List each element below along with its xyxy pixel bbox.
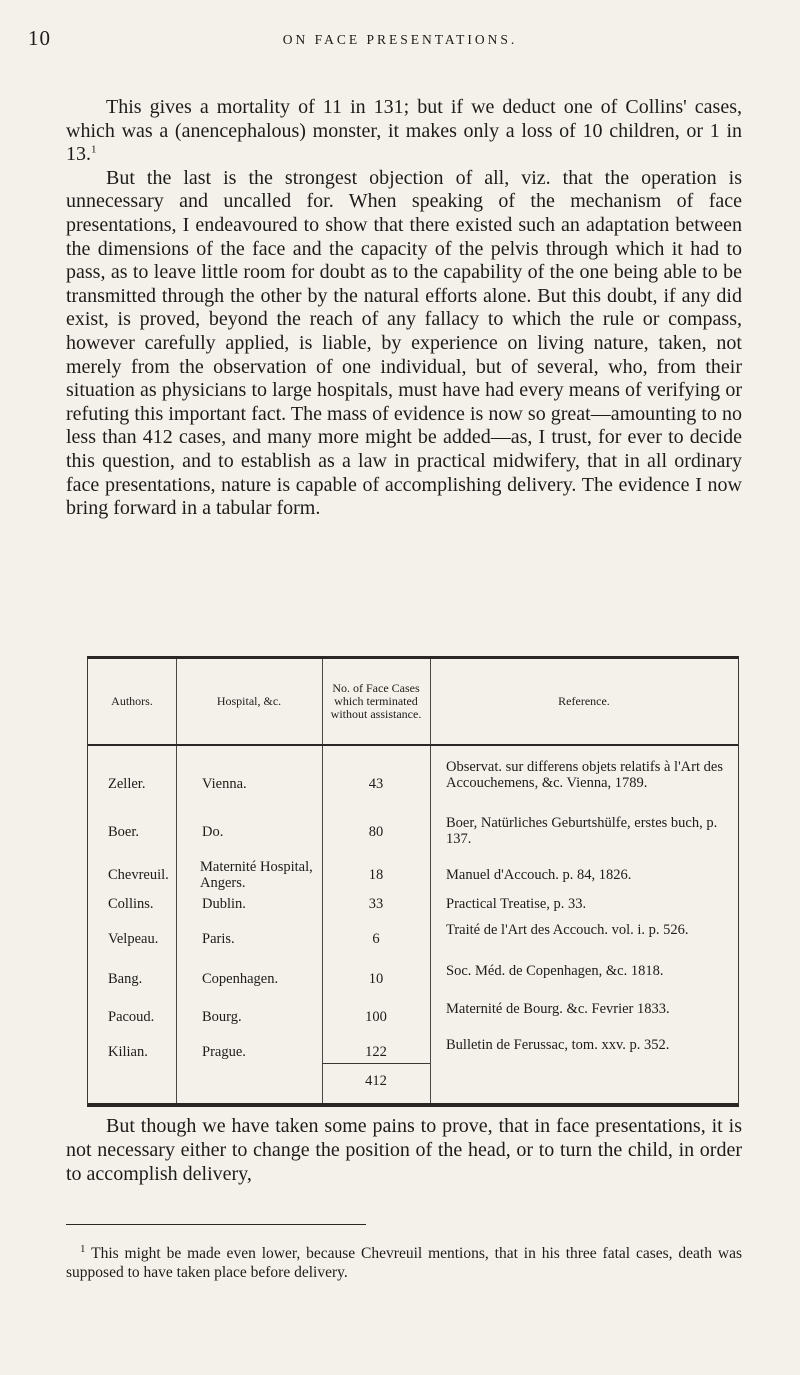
hospital-cell: Copenhagen. [202, 971, 279, 987]
author-cell: Chevreuil. [108, 867, 169, 883]
hospital-cell: Dublin. [202, 896, 246, 912]
page-number: 10 [28, 26, 51, 50]
cases-cell: 33 [368, 896, 384, 912]
author-cell: Bang. [108, 971, 143, 987]
footnote-text: This might be made even lower, because Chevreuil mentions, that in his three fatal cases, death was supposed to have taken place before delivery. [66, 1245, 742, 1281]
hospital-cell: Prague. [202, 1044, 246, 1060]
header-cases: No. of Face Cases which terminated without assistance. [330, 681, 422, 721]
paragraph-3: But though we have taken some pains to prove, that in face presentations, it is not necessary either to change the position of the head, or to turn the child, in order to accomplish delivery, [66, 1115, 742, 1185]
footnote-ref: 1 [91, 143, 97, 156]
reference-cell: Traité de l'Art des Accouch. vol. i. p. 526. [446, 922, 689, 938]
reference-cell: Manuel d'Accouch. p. 84, 1826. [446, 867, 632, 883]
header-rule [88, 744, 738, 746]
reference-cell: Maternité de Bourg. &c. Fevrier 1833. [446, 1001, 670, 1017]
continuation-text [66, 1114, 742, 1186]
reference-cell: Bulletin de Ferussac, tom. xxv. p. 352. [446, 1037, 670, 1053]
reference-cell: Soc. Méd. de Copenhagen, &c. 1818. [446, 963, 664, 979]
total-cell: 412 [365, 1073, 387, 1089]
hospital-cell: Vienna. [202, 776, 247, 792]
cases-cell: 100 [365, 1009, 387, 1025]
cases-cell: 6 [372, 931, 380, 947]
header-hospital: Hospital, &c. [216, 694, 282, 708]
author-cell: Zeller. [108, 776, 146, 792]
cases-cell: 122 [365, 1044, 387, 1060]
cases-cell: 18 [368, 867, 384, 883]
running-title: ON FACE PRESENTATIONS. [282, 32, 518, 47]
hospital-cell: Paris. [202, 931, 235, 947]
hospital-cell: Bourg. [202, 1009, 242, 1025]
author-cell: Pacoud. [108, 1009, 155, 1025]
hospital-cell: Do. [202, 824, 224, 840]
body-text [66, 96, 742, 521]
author-cell: Velpeau. [108, 931, 159, 947]
cases-cell: 10 [368, 971, 384, 987]
footnote-rule [66, 1224, 366, 1225]
paragraph-2: But the last is the strongest objection of all, viz. that the operation is unnecessary and uncalled for. When speaking of the mechanism of face presentations, I endeavoured to show that there existed such an adaptation between the dimensions of the face and the capacity of the pelvis through which it had to pass, as to leave little room for doubt as to the capability of the one being able to be transmitted through the other by the natural efforts alone. But this doubt, if any did exist, is proved, beyond the reach of any fallacy to which the rule or compass, however carefully applied, is liable, by experience on living nature, taken, not merely from the observation of one individual, but of several, who, from their situation as physicians to large hospitals, must have had every means of verifying or refuting this important fact. The mass of evidence is now so great—amounting to no less than 412 cases, and many more might be added—as, I trust, for ever to decide this question, and to establish as a law in practical midwifery, that in all ordinary face presentations, nature is capable of accomplishing delivery. The evidence I now bring forward in a tabular form. [66, 166, 742, 520]
author-cell: Kilian. [108, 1044, 148, 1060]
total-rule [322, 1063, 430, 1064]
cases-cell: 43 [368, 776, 384, 792]
hospital-cell: Maternité Hospital, Angers. [200, 859, 313, 891]
author-cell: Boer. [108, 824, 140, 840]
author-cell: Collins. [108, 896, 154, 912]
footnote [66, 1244, 742, 1282]
header-authors: Authors. [111, 694, 153, 708]
header-reference: Reference. [558, 694, 610, 708]
reference-cell: Practical Treatise, p. 33. [446, 896, 587, 912]
reference-cell: Boer, Natürliches Geburtshülfe, erstes buch, p. 137. [446, 815, 718, 847]
footnote-marker: 1 [80, 1242, 86, 1255]
cases-cell: 80 [368, 824, 384, 840]
reference-cell: Observat. sur differens objets relatifs à l'Art des Accouchemens, &c. Vienna, 1789. [446, 759, 723, 791]
paragraph-1: This gives a mortality of 11 in 131; but if we deduct one of Collins' cases, which was a (anencephalous) monster, it makes only a loss of 10 children, or 1 in 13.$^1$ [66, 96, 742, 166]
evidence-table [87, 656, 739, 1107]
